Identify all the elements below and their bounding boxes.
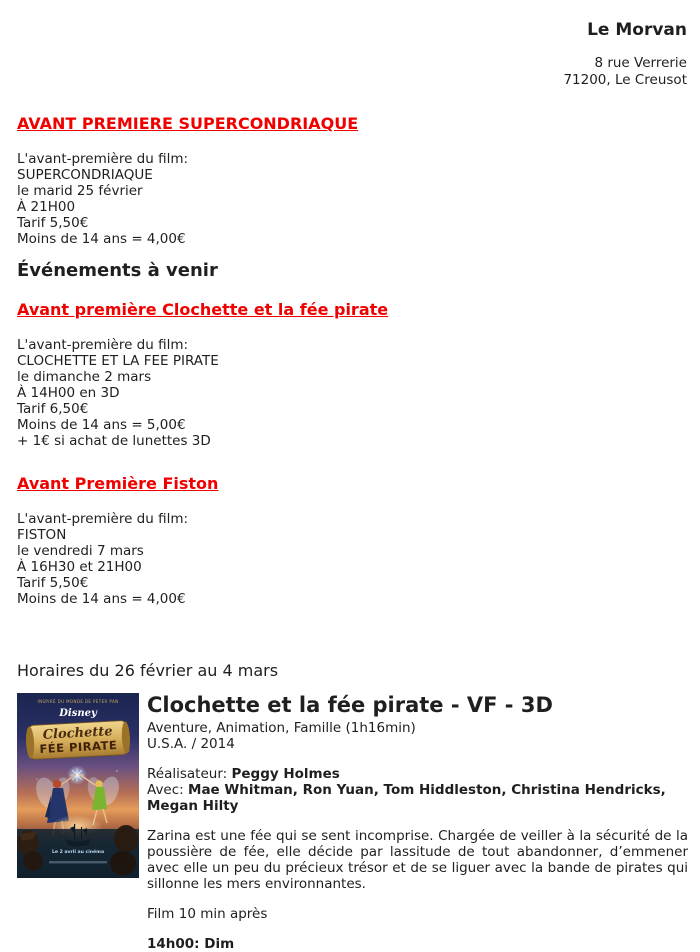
premiere-details-supercondriaque	[17, 151, 688, 247]
director-name: Peggy Holmes	[231, 766, 340, 782]
schedule-heading: Horaires du 26 février au 4 mars	[17, 661, 279, 680]
poster-title-banner	[25, 720, 131, 759]
cinema-name: Le Morvan	[587, 20, 687, 40]
premiere-heading-fiston	[17, 476, 688, 493]
address-line-2: 71200, Le Creusot	[563, 72, 687, 88]
event-detail-line: + 1€ si achat de lunettes 3D	[17, 433, 211, 449]
event-detail-line: L'avant-première du film:	[17, 337, 189, 353]
disney-logo: Disney	[59, 708, 97, 719]
events-section-title: Événements à venir	[17, 260, 218, 281]
event-detail-line: le marid 25 février	[17, 183, 143, 199]
event-detail-line: Tarif 6,50€	[17, 401, 89, 417]
event-detail-line: Tarif 5,50€	[17, 215, 89, 231]
poster-title-line1: Clochette	[42, 724, 113, 743]
premiere-link-supercondriaque[interactable]: AVANT PREMIERE SUPERCONDRIAQUE	[17, 114, 359, 133]
premiere-link-clochette[interactable]: Avant première Clochette et la fée pirate	[17, 300, 389, 319]
event-detail-line: CLOCHETTE ET LA FEE PIRATE	[17, 353, 219, 369]
movie-title: Clochette et la fée pirate - VF - 3D	[147, 693, 553, 717]
premiere-heading-supercondriaque	[17, 116, 688, 133]
premiere-details-clochette	[17, 337, 688, 449]
movie-synopsis: Zarina est une fée qui se sent incomprise. Chargée de veiller à la sécurité de la poussière de fée, elle décide par lassitude de tout abandonner, d’emmener avec elle un peu du précieux trésor et de se liguer avec la bande de pirates qui sillonne les mers environnantes.	[147, 828, 688, 892]
director-label: Réalisateur:	[147, 766, 228, 782]
poster-credits-strip	[49, 861, 107, 863]
movie-showtime: 14h00: Dim	[147, 936, 235, 952]
event-detail-line: Tarif 5,50€	[17, 575, 89, 591]
movie-genres: Aventure, Animation, Famille (1h16min)	[147, 720, 416, 736]
premiere-details-fiston	[17, 511, 688, 607]
event-detail-line: le vendredi 7 mars	[17, 543, 144, 559]
movie-listing	[17, 693, 688, 952]
page-header	[17, 20, 688, 89]
pixie-rays	[70, 768, 84, 782]
cast-names: Mae Whitman, Ron Yuan, Tom Hiddleston, Christina Hendricks, Megan Hilty	[147, 782, 666, 814]
event-detail-line: À 14H00 en 3D	[17, 385, 120, 401]
cast-line	[147, 782, 688, 814]
movie-country-year: U.S.A. / 2014	[147, 736, 235, 752]
poster-tagline: INSPIRÉ DU MONDE DE PETER PAN	[37, 699, 119, 704]
director-line	[147, 766, 688, 782]
event-detail-line: SUPERCONDRIAQUE	[17, 167, 153, 183]
poster-title-line2: FÉE PIRATE	[39, 737, 118, 757]
event-detail-line: Moins de 14 ans = 5,00€	[17, 417, 186, 433]
movie-note: Film 10 min après	[147, 906, 268, 922]
movie-meta	[147, 720, 688, 752]
movie-poster	[17, 693, 139, 878]
premiere-heading-clochette	[17, 302, 688, 319]
event-detail-line: Moins de 14 ans = 4,00€	[17, 591, 186, 607]
event-detail-line: Moins de 14 ans = 4,00€	[17, 231, 186, 247]
movie-info	[147, 693, 688, 952]
movie-credits	[147, 766, 688, 814]
event-detail-line: À 21H00	[17, 199, 76, 215]
event-detail-line: À 16H30 et 21H00	[17, 559, 142, 575]
cinema-address	[17, 55, 687, 89]
event-detail-line: le dimanche 2 mars	[17, 369, 152, 385]
event-detail-line: FISTON	[17, 527, 67, 543]
address-line-1: 8 rue Verrerie	[594, 55, 687, 71]
event-detail-line: L'avant-première du film:	[17, 511, 189, 527]
event-detail-line: L'avant-première du film:	[17, 151, 189, 167]
poster-release-text: Le 2 avril au cinéma	[51, 850, 105, 855]
cast-label: Avec:	[147, 782, 184, 798]
premiere-link-fiston[interactable]: Avant Première Fiston	[17, 474, 219, 493]
